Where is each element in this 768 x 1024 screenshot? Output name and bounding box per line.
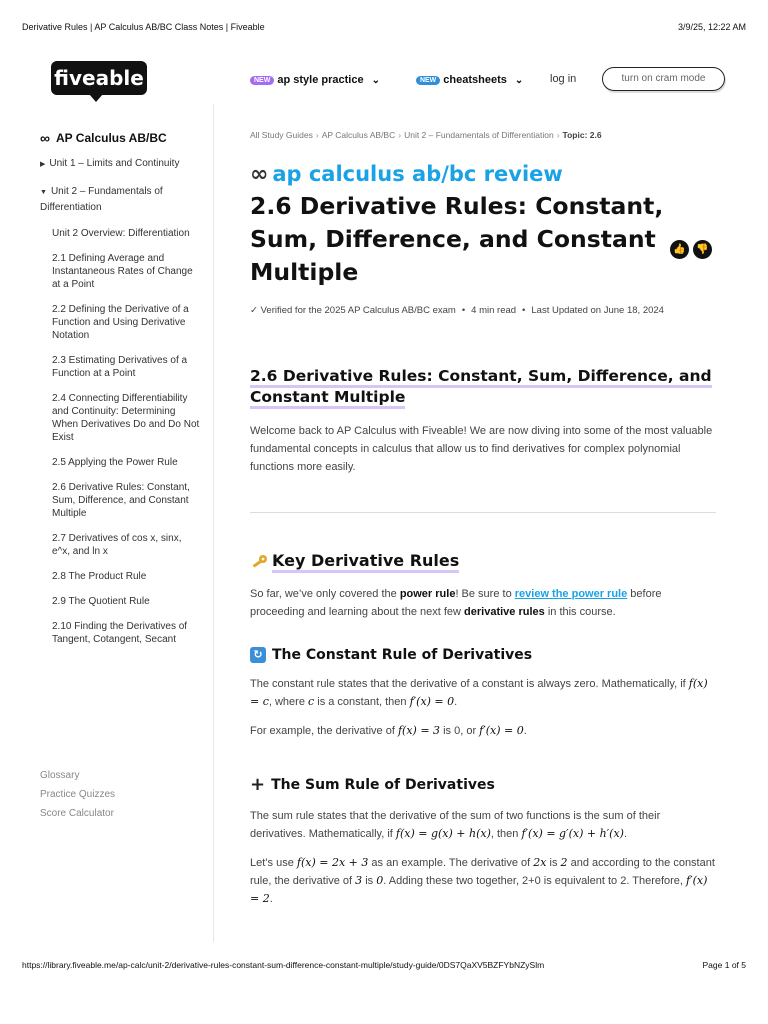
caret-right-icon: ▶ [40, 161, 46, 168]
verified-text: Verified for the 2025 AP Calculus AB/BC exam [260, 305, 456, 316]
sidebar-topic[interactable]: 2.9 The Quotient Rule [52, 596, 150, 607]
sidebar-topic[interactable]: 2.1 Defining Average and Instantaneous Rates of Change at a Point [52, 253, 193, 290]
infinity-icon: ∞ [250, 162, 269, 187]
math-expression: 2x [533, 856, 547, 869]
check-icon: ✓ [250, 305, 258, 316]
constant-example-paragraph [250, 722, 718, 740]
new-badge: NEW [416, 76, 440, 85]
math-expression: f(x) = c [250, 677, 708, 708]
cram-mode-button[interactable]: turn on cram mode [602, 67, 725, 91]
review-text: ap calculus ab/bc review [272, 162, 563, 186]
text-run: , then [490, 828, 522, 840]
intro-paragraph: Welcome back to AP Calculus with Fiveable! We are now diving into some of the most valuable fundamental concepts in calculus that allow us to find derivatives for complex polynomial functions more easily. [250, 425, 713, 473]
sidebar-divider [213, 104, 214, 942]
sidebar-unit-2[interactable] [40, 184, 200, 215]
text-run: The sum rule states that the derivative of the sum of two functions is the sum of their derivatives. Mathematically, if [250, 810, 661, 840]
text-run: Let’s use [250, 857, 297, 869]
sum-rule-heading [250, 774, 718, 795]
text-run: . [623, 828, 628, 840]
sidebar-course[interactable] [40, 130, 200, 146]
print-title: Derivative Rules | AP Calculus AB/BC Class Notes | Fiveable [22, 22, 265, 32]
section-heading [250, 366, 718, 408]
article-meta: ✓ Verified for the 2025 AP Calculus AB/BC exam • 4 min read • Last Updated on June 18, 2024 [250, 305, 664, 316]
print-footer [22, 960, 746, 970]
sidebar [40, 130, 200, 819]
text-run: . [523, 725, 527, 737]
math-expression: f(x) = 3 [397, 724, 441, 737]
print-datetime: 3/9/25, 12:22 AM [677, 22, 746, 32]
text-run: is [362, 875, 377, 887]
breadcrumb: All Study Guides › AP Calculus AB/BC › Unit 2 – Fundamentals of Differentiation › Topic: 2.6 [250, 130, 602, 140]
chevron-down-icon: ⌄ [514, 74, 524, 86]
glossary-link[interactable]: Glossary [40, 770, 80, 781]
nav-cheatsheets[interactable] [416, 74, 523, 86]
refresh-icon: ↻ [250, 647, 266, 663]
sidebar-topic-list[interactable] [52, 227, 200, 787]
math-expression: 3 [355, 874, 363, 887]
breadcrumb-current: Topic: 2.6 [562, 130, 602, 140]
last-updated: Last Updated on June 18, 2024 [531, 305, 664, 316]
text-run: before proceeding and learning about the next few [250, 588, 662, 618]
text-run: . Adding these two together, 2+0 is equivalent to 2. Therefore, [383, 875, 687, 887]
page-title: 2.6 Derivative Rules: Constant, Sum, Difference, and Constant Multiple [250, 192, 664, 286]
nav-label: cheatsheets [443, 74, 507, 86]
text-run: So far, we’ve only covered the [250, 588, 400, 600]
login-link[interactable]: log in [550, 73, 577, 85]
constant-rule-heading [250, 647, 718, 663]
math-expression: 2 [560, 856, 568, 869]
text-run: The constant rule states that the derivative of a constant is always zero. Mathematically, if [250, 678, 689, 690]
key-rules-heading-text: Key Derivative Rules [272, 551, 459, 573]
sum-example-paragraph [250, 854, 718, 908]
sidebar-unit-1[interactable] [40, 156, 200, 172]
math-expression: c [308, 695, 315, 708]
course-title: AP Calculus AB/BC [55, 131, 167, 145]
text-run: is [546, 857, 561, 869]
text-run: is 0, or [440, 725, 480, 737]
main-content [250, 130, 718, 908]
thumbs-up-icon[interactable]: 👍 [670, 240, 689, 259]
text-run: , where [268, 696, 309, 708]
section-heading-text: 2.6 Derivative Rules: Constant, Sum, Difference, and Constant Multiple [250, 367, 712, 409]
sidebar-topic[interactable]: 2.5 Applying the Power Rule [52, 457, 178, 468]
print-header [22, 22, 746, 32]
constant-rule-paragraph [250, 675, 718, 711]
caret-down-icon: ▼ [40, 189, 47, 196]
math-expression: f′(x) = g′(x) + h′(x) [521, 827, 624, 840]
sum-rule-paragraph [250, 807, 718, 843]
read-time: 4 min read [471, 305, 517, 316]
math-expression: f(x) = g(x) + h(x) [395, 827, 491, 840]
math-expression: f′(x) = 0 [479, 724, 524, 737]
math-expression: f′(x) = 2 [250, 874, 708, 905]
text-run: . [454, 696, 458, 708]
rating-buttons [670, 240, 712, 259]
breadcrumb-item[interactable]: Unit 2 – Fundamentals of Differentiation [404, 130, 554, 140]
text-run: For example, the derivative of [250, 725, 398, 737]
math-expression: f′(x) = 0 [409, 695, 455, 708]
text-run: and according to the constant rule, the derivative of [250, 857, 715, 887]
key-rules-heading [250, 551, 718, 573]
section-divider [250, 512, 716, 513]
sum-rule-heading-text: The Sum Rule of Derivatives [271, 776, 495, 793]
logo-text: fiveable [54, 66, 144, 90]
math-expression: f(x) = 2x + 3 [296, 856, 369, 869]
top-nav [250, 66, 537, 94]
infinity-icon: ∞ [40, 130, 50, 146]
sidebar-topic[interactable]: 2.2 Defining the Derivative of a Function and Using Derivative Notation [52, 304, 189, 341]
nav-label: ap style practice [277, 74, 364, 86]
fiveable-logo[interactable] [51, 61, 147, 95]
sidebar-topic[interactable]: Unit 2 Overview: Differentiation [52, 228, 190, 239]
key-icon [250, 554, 268, 570]
key-rules-paragraph [250, 585, 718, 621]
print-page-number: Page 1 of 5 [702, 960, 746, 970]
score-calculator-link[interactable]: Score Calculator [40, 808, 114, 819]
text-run: is a constant, then [314, 696, 410, 708]
sidebar-topic[interactable]: 2.3 Estimating Derivatives of a Function at a Point [52, 355, 188, 379]
sidebar-topic-active[interactable]: 2.6 Derivative Rules: Constant, Sum, Difference, and Constant Multiple [52, 482, 190, 519]
power-rule-term: power rule [399, 588, 456, 600]
text-run: . [269, 893, 273, 905]
breadcrumb-item[interactable]: AP Calculus AB/BC [321, 130, 396, 140]
sidebar-topic[interactable]: 2.7 Derivatives of cos x, sinx, e^x, and ln x [52, 533, 182, 557]
review-power-rule-link[interactable]: review the power rule [514, 588, 628, 600]
unit-label: Unit 1 – Limits and Continuity [49, 158, 180, 169]
practice-quizzes-link[interactable]: Practice Quizzes [40, 789, 116, 800]
new-badge: NEW [250, 76, 274, 85]
sidebar-topic[interactable]: 2.4 Connecting Differentiability and Continuity: Determining When Derivatives Do and Do Not Exist [52, 393, 200, 443]
thumbs-down-icon[interactable]: 👎 [693, 240, 712, 259]
plus-icon: + [250, 774, 266, 795]
print-url: https://library.fiveable.me/ap-calc/unit-2/derivative-rules-constant-sum-difference-constant-multiple/study-guide/0DS7QaXV5BZFYbNZySlm [22, 960, 545, 970]
constant-rule-heading-text: The Constant Rule of Derivatives [272, 647, 533, 663]
breadcrumb-item[interactable]: All Study Guides [250, 130, 313, 140]
text-run: ! Be sure to [455, 588, 515, 600]
sidebar-topic[interactable]: 2.10 Finding the Derivatives of Tangent, Cotangent, Secant [52, 621, 188, 645]
text-run: as an example. The derivative of [368, 857, 534, 869]
chevron-down-icon: ⌄ [371, 74, 380, 86]
sidebar-links [40, 770, 115, 827]
math-expression: 0 [376, 874, 384, 887]
text-run: in this course. [544, 606, 616, 618]
sidebar-topic[interactable]: 2.8 The Product Rule [52, 571, 147, 582]
unit-label: Unit 2 – Fundamentals of Differentiation [40, 186, 163, 213]
review-label[interactable] [250, 162, 718, 187]
nav-ap-style-practice[interactable] [250, 74, 380, 86]
derivative-rules-term: derivative rules [464, 606, 545, 618]
